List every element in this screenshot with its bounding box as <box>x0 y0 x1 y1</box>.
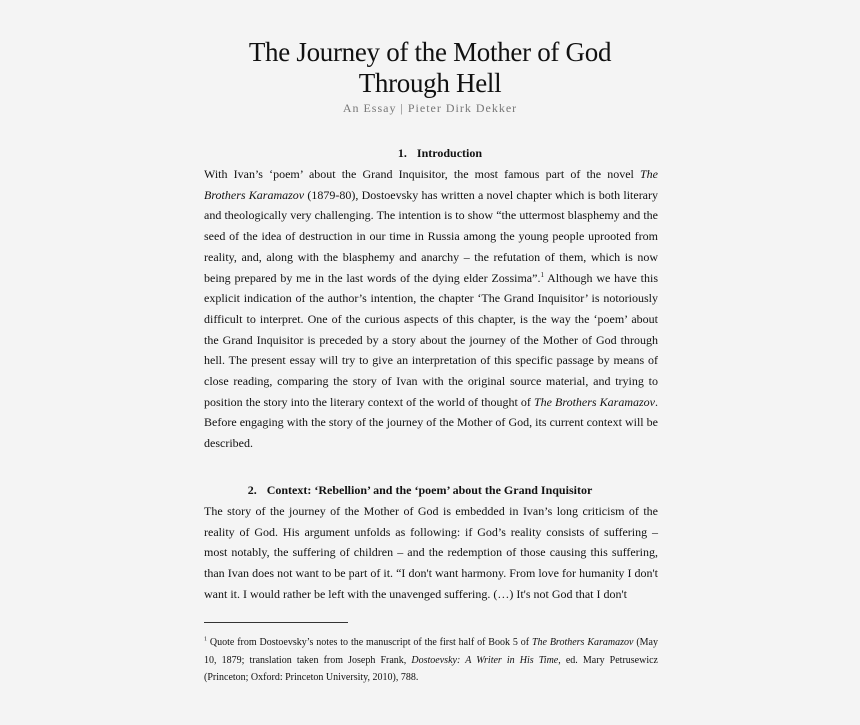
text-run: , ed. Mary Petrusewicz (Princeton; Oxford: Princeton University, 2010), 788. <box>204 654 658 683</box>
text-run: (May 10, 1879; translation taken from Joseph Frank, <box>204 637 658 666</box>
footnote-marker: 1 <box>204 636 207 643</box>
section-title: Context: ‘Rebellion’ and the ‘poem’ about the Grand Inquisitor <box>266 483 593 497</box>
footnote-divider <box>204 622 348 623</box>
context-paragraph: The story of the journey of the Mother of God is embedded in Ivan’s long criticism of the reality of God. His argument unfolds as following: if God’s reality consists of suffering – most notably, the suffering of children – and the redemption of those causing this suffering, than Ivan does not want to be part of it. “I don't want harmony. From love for humanity I don't want it. I would rather be left with the unavenged suffering. (…) It's not God that I don't <box>204 504 658 601</box>
section-title: Introduction <box>416 146 483 160</box>
text-run: Although we have this explicit indication of the author’s intention, the chapter ‘The Grand Inquisitor’ is notoriously difficult to interpret. One of the curious aspects of this chapter, is the way the ‘poem’ about the Grand Inquisitor is preceded by a story about the journey of the Mother of God through hell. The present essay will try to give an interpretation of this specific passage by means of close reading, comparing the story of Ivan with the original source material, and trying to position the story into the literary context of the world of thought of <box>204 270 659 409</box>
text-run: . Before engaging with the story of the journey of the Mother of God, its current context will be described. <box>204 394 658 451</box>
section-heading-introduction <box>10 146 860 161</box>
document-title-line1: The Journey of the Mother of God <box>248 37 612 67</box>
introduction-paragraph <box>204 164 658 454</box>
footnote-reference[interactable]: 1 <box>540 270 544 279</box>
italic-book-title: Dostoevsky: A Writer in His Time <box>411 654 559 666</box>
text-run: (1879-80), Dostoevsky has written a novel chapter which is both literary and theologically very challenging. The intention is to show “the uttermost blasphemy and the seed of the idea of destruction in our time in Russia among the young people uprooted from reality, and, along with the blasphemy and anarchy – the refutation of them, which is now being prepared by me in the last words of the dying elder Zossima”. <box>204 187 659 285</box>
section-number: 2. <box>247 483 257 497</box>
section-number: 1. <box>397 146 407 160</box>
section-heading-context <box>0 483 850 498</box>
italic-book-title: The Brothers Karamazov <box>531 637 634 648</box>
footnote <box>204 634 658 687</box>
italic-book-title: The Brothers Karamazov <box>533 394 655 409</box>
document-title-line2: Through Hell <box>358 68 502 98</box>
document-subtitle: An Essay | Pieter Dirk Dekker <box>342 101 518 115</box>
text-run: With Ivan’s ‘poem’ about the Grand Inquisitor, the most famous part of the novel <box>204 167 640 181</box>
italic-book-title: The Brothers Karamazov <box>204 167 658 202</box>
text-run: Quote from Dostoevsky’s notes to the manuscript of the first half of Book 5 of <box>207 637 532 648</box>
